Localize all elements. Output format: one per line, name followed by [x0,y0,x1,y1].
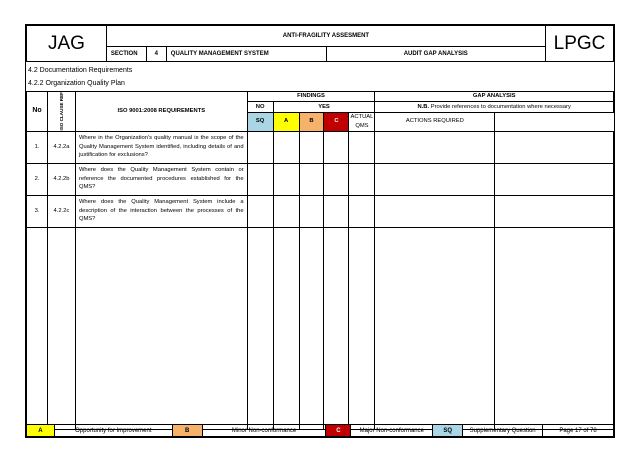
nb-note: N.B. Provide references to documentation where necessary [375,102,614,112]
cell-no-finding[interactable] [247,131,273,163]
cell-b[interactable] [299,131,324,163]
row-clause-ref: 4.2.2c [47,195,75,227]
table-row [27,131,614,163]
col-c: C [324,112,349,131]
legend-c-text: Major Non-conformance [351,425,433,437]
sheet-header [26,25,614,62]
table-row [27,163,614,195]
col-no: No [27,92,48,132]
col-yes: YES [273,102,375,112]
legend-a: A [27,425,55,437]
col-b: B [299,112,324,131]
row-requirement: Where does the Quality Management System contain or reference the documented procedures established for the QMS? [75,163,247,195]
cell-a[interactable] [273,163,299,195]
cell-c[interactable] [324,163,349,195]
cell-sq[interactable] [349,195,375,227]
legend-sq: SQ [433,425,463,437]
section-label: SECTION [106,47,146,62]
section-name: QUALITY MANAGEMENT SYSTEM [166,47,326,62]
row-requirement: Where does the Quality Management System include a description of the interaction between the processes of the QMS? [75,195,247,227]
cell-actual-qms[interactable] [375,163,495,195]
requirements-table [26,91,614,430]
cell-actual-qms[interactable] [375,131,495,163]
col-requirements: ISO 9001:2008 REQUIREMENTS [75,92,247,132]
cell-sq[interactable] [349,163,375,195]
col-actual-qms: ACTUAL QMS [349,112,375,131]
left-logo: JAG [27,26,107,62]
header-title: ANTI-FRAGILITY ASSESMENT [106,26,545,47]
cell-a[interactable] [273,131,299,163]
legend-a-text: Opportunity for Improvement [54,425,172,437]
cell-no-finding[interactable] [247,163,273,195]
table-row [27,195,614,227]
heading-quality-plan: 4.2.2 Organization Quality Plan [28,80,125,87]
page-number: Page 17 of 78 [543,425,614,437]
cell-no-finding[interactable] [247,195,273,227]
legend-c: C [326,425,351,437]
legend-sq-text: Supplementary Question [463,425,543,437]
cell-actions-required[interactable] [495,163,614,195]
col-a: A [273,112,299,131]
legend-b: B [172,425,202,437]
section-number: 4 [146,47,166,62]
audit-gap-label: AUDIT GAP ANALYSIS [326,47,546,62]
col-sq: SQ [247,112,273,131]
row-number: 2. [27,163,48,195]
col-iso-clause-ref: ISO CLAUSE REF [47,92,75,132]
cell-b[interactable] [299,195,324,227]
row-clause-ref: 4.2.2a [47,131,75,163]
table-row-empty [27,227,614,429]
legend-b-text: Minor Non-conformance [202,425,326,437]
audit-sheet [25,24,615,438]
cell-actions-required[interactable] [495,195,614,227]
col-no-finding: NO [247,102,273,112]
cell-actions-required[interactable] [495,131,614,163]
cell-actual-qms[interactable] [375,195,495,227]
cell-b[interactable] [299,163,324,195]
row-number: 3. [27,195,48,227]
right-logo: LPGC [546,26,614,62]
cell-sq[interactable] [349,131,375,163]
col-findings: FINDINGS [247,92,375,102]
cell-a[interactable] [273,195,299,227]
col-gap-analysis: GAP ANALYSIS [375,92,614,102]
legend-bar [26,424,614,437]
cell-c[interactable] [324,195,349,227]
row-requirement: Where in the Organization's quality manual is the scope of the Quality Management System identified, including details of and justification for exclusions? [75,131,247,163]
cell-c[interactable] [324,131,349,163]
row-clause-ref: 4.2.2b [47,163,75,195]
row-number: 1. [27,131,48,163]
col-actions-required: ACTIONS REQUIRED [375,112,495,131]
heading-documentation: 4.2 Documentation Requirements [28,67,133,74]
